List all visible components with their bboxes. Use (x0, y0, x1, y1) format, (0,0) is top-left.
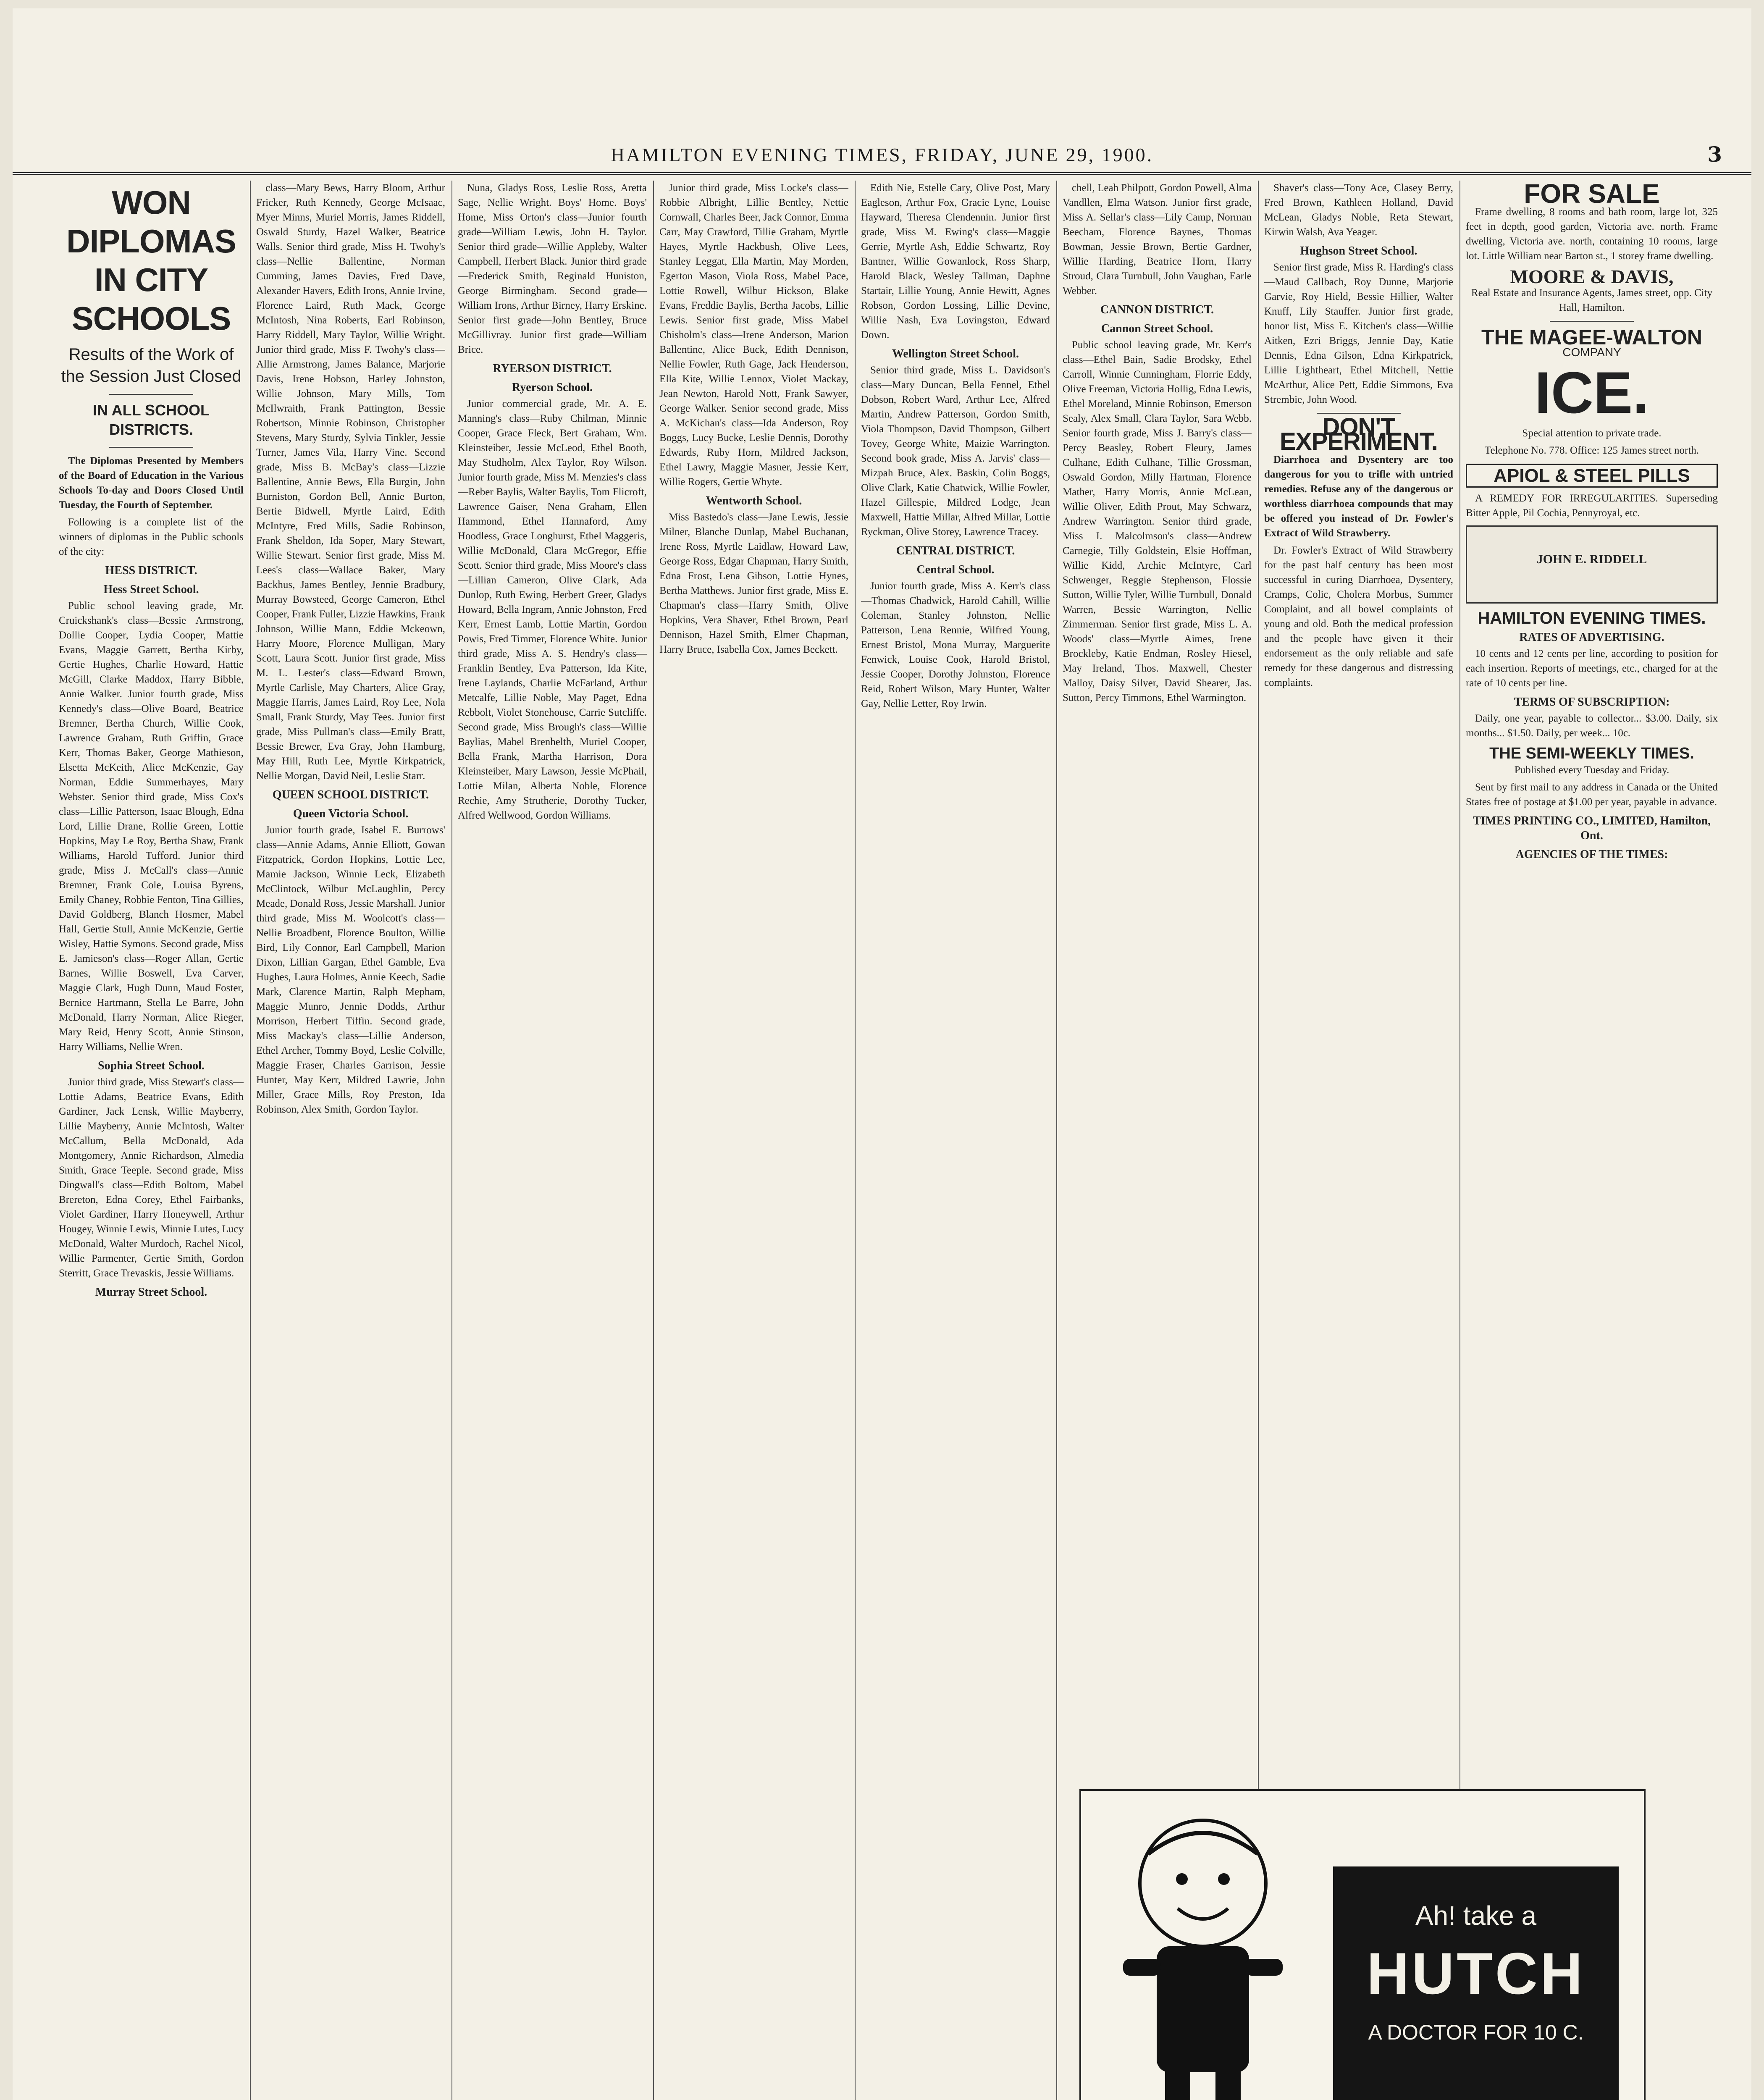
column-4 (659, 181, 848, 2100)
body-text: Edith Nie, Estelle Cary, Olive Post, Mary Eagleson, Arthur Fox, Gracie Lyne, Louise Hayward, Theresa Clendennin. Junior first grade, Miss M. Ewing's class—Maggie Gerrie, Myrtle Ash, Eddie Schwartz, Roy Bantner, Willie Gowanlock, Ross Sharp, Harold Black, Wesley Tallman, Daphne Startair, Lillie Young, Annie Hewitt, Agnes Robson, Gordon Lossing, Lillie Devine, Willie Nash, Eva Lovingston, Edward Down. (861, 182, 1050, 341)
hutch-line-2: HUTCH (1367, 1940, 1585, 2006)
forsale-body: Frame dwelling, 8 rooms and bath room, large lot, 325 feet in depth, good garden, Victoria ave. north. Frame dwelling, Victoria ave. north, containing 10 rooms, large lot. Little William near Barton st., 1 storey frame dwelling. (1466, 206, 1718, 262)
magee-company: COMPANY (1562, 346, 1621, 359)
agencies-heading: AGENCIES OF THE TIMES: (1515, 848, 1668, 861)
school-heading: Wellington Street School. (892, 347, 1019, 360)
forsale-headline: FOR SALE (1524, 181, 1660, 209)
page-number: 3 (1707, 142, 1722, 167)
semi-weekly-body: Sent by first mail to any address in Canada or the United States free of postage at $1.00 per year, payable in advance. (1466, 782, 1718, 808)
column-rule (1056, 181, 1057, 2100)
column-5 (861, 181, 1050, 2100)
semi-weekly-title: THE SEMI-WEEKLY TIMES. (1489, 745, 1694, 762)
column-rule (250, 181, 251, 2100)
school-heading: Sophia Street School. (98, 1059, 205, 1072)
moore-davis-title: MOORE & DAVIS, (1510, 266, 1674, 287)
school-heading: Central School. (916, 563, 995, 576)
boy-figure-icon (1098, 1808, 1308, 2100)
body-text: Miss Bastedo's class—Jane Lewis, Jessie Milner, Blanche Dunlap, Mabel Buchanan, Irene Ross, Myrtle Laidlaw, Howard Law, George Ross, Edgar Chapman, Harry Smith, Edna Frost, Lena Gibson, Lottie Hynes, Bertha Matthews. Junior first grade, Miss E. Chapman's class—Harry Smith, Olive Hopkins, Vera Shaver, Ethel Brown, Pearl Dennison, Hazel Smith, Elmer Chapman, Harry Bruce, Isabella Cox, James Beckett. (659, 512, 848, 655)
column-2 (256, 181, 445, 2100)
body-text: Junior third grade, Miss Locke's class—Robbie Albright, Lillie Bentley, Nettie Cornwall, Charles Beer, Jack Connor, Emma Carr, May Crawford, Tillie Graham, Myrtle Hayes, Myrtle Hackbush, Olive Lees, Stanley Leggat, Ella Martin, May Morden, Egerton Mason, Viola Ross, Mabel Pace, Lottie Rowell, Wilbur Hickson, Blake Evans, Freddie Baylis, Bertha Jacobs, Lillie Lewis. Senior first grade, Miss Mabel Chisholm's class—Irene Anderson, Marion Ballentine, Alice Buck, Edith Dennison, Nellie Fowler, Ruth Gage, Jack Henderson, Ella Kite, Willie Lennox, Violet Mackay, Jean Newton, Harold Nott, Frank Sawyer, George Walker. Senior second grade, Miss A. McKichan's class—Ida Anderson, Roy Boggs, Lucy Bucke, Leslie Dennis, Dorothy Edwards, Ruby Horn, Mildred Jackson, Ethel Lawry, Maggie Masner, Jessie Kerr, Willie Rogers, Gertie Whyte. (659, 182, 848, 488)
ice-phone: Telephone No. 778. Office: 125 James street north. (1484, 445, 1699, 456)
hutch-line-3: A DOCTOR FOR 10 C. (1368, 2021, 1584, 2044)
body-text: Senior third grade, Miss L. Davidson's class—Mary Duncan, Bella Fennel, Ethel Dobson, Robert Ward, Arthur Lee, Alfred Martin, Andrew Patterson, Gordon Smith, Viola Thompson, David Thompson, Gilbert Tovey, George White, Maizie Warrington. Second book grade, Miss A. Jarvis' class—Mizpah Bruce, Alex. Baskin, Colin Boggs, Olive Clark, Katie Chatwick, Willie Fowler, Hazel Gillespie, Mildred Lodge, Jean Maxwell, Hattie Millar, Alfred Millar, Lottie Ryckman, Olive Storey, Lawrence Tracey. (861, 365, 1050, 538)
ice-sub: Special attention to private trade. (1522, 428, 1662, 439)
section-heading: QUEEN SCHOOL DISTRICT. (272, 788, 429, 801)
section-heading: CENTRAL DISTRICT. (896, 544, 1015, 557)
het-title: HAMILTON EVENING TIMES. (1478, 609, 1706, 627)
body-text: Shaver's class—Tony Ace, Clasey Berry, Fred Brown, Kathleen Holland, David McLean, Gladys Noble, Reta Stewart, Kirwin Walsh, Ava Yeager. (1264, 182, 1453, 238)
body-text: Junior third grade, Miss Stewart's class—Lottie Adams, Beatrice Evans, Edith Gardiner, Jack Lensk, Willie Mayberry, Lillie Mayberry, Annie McIntosh, Walter McCallum, Bella McDonald, Ada Montgomery, Annie Richardson, Almedia Smith, Grace Teeple. Second grade, Miss Dingwall's class—Edith Boltom, Mabel Brereton, Edna Corey, Ethel Fairbanks, Violet Gardiner, Harry Honeywell, Arthur Hougey, Winnie Lewis, Minnie Lutes, Lucy McDonald, Walter Murdoch, Rachel Nicol, Willie Parmenter, Gertie Smith, Gordon Sterritt, Grace Trevaskis, Jessie Williams. (59, 1076, 244, 1279)
apiol-title: APIOL & STEEL PILLS (1466, 464, 1718, 488)
ice-title: ICE. (1534, 360, 1649, 425)
het-body: 10 cents and 12 cents per line, according to position for each insertion. Reports of meetings, etc., charged for at the rate of 10 cents per line. (1466, 648, 1718, 689)
school-heading: Ryerson School. (512, 381, 593, 394)
school-heading: Wentworth School. (706, 494, 802, 507)
hutch-line-1: Ah! take a (1415, 1900, 1537, 1931)
divider (109, 394, 193, 395)
body-text: Junior commercial grade, Mr. A. E. Manning's class—Ruby Chilman, Minnie Cooper, Grace Fleck, Bert Graham, Wm. Kleinsteiber, Jessie McLeod, Ethel Booth, May Studholm, Alex Taylor, Roy Wilson. Junior fourth grade, Miss M. Menzies's class—Reber Baylis, Walter Baylis, Tom Flicroft, Lawrence Gaiser, Nena Graham, Ellen Hammond, Ethel Hannaford, Amy Hoodless, Grace Longhurst, Ethel Maggeris, Willie McDonald, Clara McGregor, Effie Scott. Senior third grade, Miss Moore's class—Lillian Cameron, Olive Clark, Ada Dunlop, Ruth Ewing, Herbert Greer, Gladys Howard, Bella Ingram, Annie Johnston, Fred Kerr, Ernest Lamb, Lottie Martin, Gordon Powis, Fred Timmer, Florence White. Junior third grade, Miss A. S. Hendry's class—Franklin Bentley, Eva Patterson, Ida Kite, Irene Laylands, Charlie McFarland, Arthur Metcalfe, Lillie Noble, May Paget, Edna Rebbolt, Violet Stonehouse, Carrie Sutcliffe. Second grade, Miss Brough's class—Willie Baylias, Mabel Brenhelth, Muriel Cooper, Bella Frank, Martha Harrison, Dora Kleinsteiber, Mary Lawson, Jessie McPhail, Lottie Milan, Alberta Noble, Florence Rechie, Amy Strutherie, Dorothy Tucker, Alfred Wellwood, Gordon Williams. (458, 398, 647, 821)
printing-co: TIMES PRINTING CO., LIMITED, Hamilton, Ont. (1473, 814, 1711, 842)
body-text: chell, Leah Philpott, Gordon Powell, Alma Vandllen, Elma Watson. Junior first grade, Miss A. Sellar's class—Lily Camp, Norman Beecham, Florence Baynes, Thomas Bowman, Jessie Brown, Bertie Gardner, Willie Harding, Beatrice Horn, Harry Stroud, Clara Turnbull, John Vaughan, Earle Webber. (1063, 182, 1252, 297)
column-rule (653, 181, 654, 2100)
article-headline: WON DIPLOMAS IN CITY SCHOOLS (66, 184, 236, 337)
school-heading: Hess Street School. (103, 583, 199, 596)
column-7 (1264, 181, 1453, 1785)
terms-body: Daily, one year, payable to collector... $3.00. Daily, six months... $1.50. Daily, per week... 10c. (1466, 713, 1718, 739)
body-text: Public school leaving grade, Mr. Cruickshank's class—Bessie Armstrong, Dollie Cooper, Lydia Cooper, Mattie Evans, Maggie Garrett, Bertha Kirby, Gertie Hughes, Charlie Howard, Hattie McGill, Clarke Maddox, Harry Bibble, Annie Walker. Junior fourth grade, Miss Kennedy's class—Olive Board, Beatrice Bremner, Bertha Church, Willie Cook, Lawrence Graham, Ruth Griffin, Grace Kerr, Thomas Baker, George Mathieson, Elsetta McKeith, Alice McKenzie, Gay Norman, Eddie Summerhayes, Mary Webster. Senior third grade, Miss Cox's class—Lillie Patterson, Isaac Blough, Edna Lord, Lillie Drane, Rollie Green, Lottie Hopkins, May Le Roy, Bertha Shaw, Frank Williams, Harold Tufford. Junior third grade, Miss J. McCall's class—Annie Bremner, Frank Cole, Louisa Byrens, Emily Chaney, Robbie Fenton, Tina Gillies, David Goldberg, Blanch Hosmer, Mabel Hall, Gertie Stull, Annie McKenzie, Gertie Wisley, Hattie Symons. Second grade, Miss E. Jamieson's class—Roger Allan, Gertie Barnes, Willie Boswell, Eva Carver, Maggie Clark, Hugh Dunn, Maud Foster, Bernice Hartmann, Stella Le Barre, John McDonald, Harry Norman, Alice Rieger, Mary Reid, Henry Scott, Annie Stinson, Harry Williams, Nellie Wren. (59, 600, 244, 1053)
magee-walton-title: THE MAGEE-WALTON (1481, 326, 1702, 349)
body-text: Junior fourth grade, Miss A. Kerr's class—Thomas Chadwick, Harold Cahill, Willie Coleman, Stanley Johnston, Nellie Patterson, Lena Rennie, Wilfred Young, Ernest Bristol, Mona Murray, Marguerite Fenwick, Louise Cook, Harold Bristol, Jessie Cooper, Dorothy Johnston, Florence Reid, Robert Wilson, Mary Hunter, Walter Gay, Nellie Letter, Roy Irwin. (861, 580, 1050, 709)
article-intro: The Diplomas Presented by Members of the Board of Education in the Various Schools To-day and Doors Closed Until Tuesday, the Fourth of September. (59, 455, 244, 511)
shop-label: JOHN E. RIDDELL (1536, 552, 1647, 566)
school-heading: Cannon Street School. (1101, 322, 1213, 335)
hutch-banner (1333, 1866, 1619, 2100)
moore-davis-sub: Real Estate and Insurance Agents, James street, opp. City Hall, Hamilton. (1471, 287, 1713, 313)
divider (1550, 321, 1634, 322)
column-3 (458, 181, 647, 2100)
section-heading: CANNON DISTRICT. (1100, 303, 1214, 316)
ad-body: Dr. Fowler's Extract of Wild Strawberry for the past half century has been most successful in curing Diarrhoea, Dysentery, Cramps, Colic, Cholera Morbus, Summer Complaint, and all bowel complaints of young and old. Both the medical profession and the people have given it their endorsement as the only reliable and safe remedy for these dangerous and distressing complaints. (1264, 545, 1453, 688)
column-6 (1063, 181, 1252, 1785)
body-text: class—Mary Bews, Harry Bloom, Arthur Fricker, Ruth Kennedy, George McIsaac, Myer Minns, Muriel Morris, James Riddell, Oswald Sturdy, Hazel Walker, Beatrice Walls. Senior third grade, Miss H. Twohy's class—Nellie Ballentine, Norman Cumming, James Davies, Fred Dave, Alexander Havers, Edith Irons, Annie Irvine, Florence Laird, Ruth Mack, George McIntosh, Nina Roberts, Earl Robinson, Harry Riddell, Mary Taylor, Willie Wright. Junior third grade, Miss F. Twohy's class—Allie Armstrong, James Balance, Marjorie Davis, Irene Hobson, Harley Johnston, Willie Johnson, Mary Mills, Tom McIlwraith, Frank Pattington, Bessie Robertson, Minnie Robinson, Christopher Stevens, Mary Sturdy, Sylvia Tinkler, Jessie Turner, James Vila, Harry Vine. Second grade, Miss B. McBay's class—Lizzie Ballentine, Annie Bews, Ella Burgin, John Burniston, Gordon Bell, Annie Burton, Bertie Bidwell, Myrtle Laird, Edith McIntyre, Fred Mills, Sadie Robinson, Frank Sheldon, Ida Soper, Mary Stewart, Willie Stewart. Senior first grade, Miss M. Lees's class—Wallace Baker, Mary Backhus, James Bentley, Jennie Bradbury, Murray Bowsteed, George Cameron, Ethel Cooper, Frank Fuller, Lizzie Hawkins, Frank Johnson, Willie Mann, Eddie Mckeown, Harry Moore, Florence Mulligan, Mary Scott, Laura Scott. Junior first grade, Miss M. L. Lester's class—Edward Brown, Myrtle Carlisle, May Charters, Alice Gray, Maggie Harris, James Laird, Roy Lee, Nola Small, Frank Sturdy, May Tees. Junior first grade, Miss Pullman's class—Emily Bratt, Bessie Brewer, Eva Gray, John Hamburg, May Hill, Ruth Lee, Myrtle Kirkpatrick, Nellie Morgan, David Neil, Leslie Starr. (256, 182, 445, 782)
het-rates: RATES OF ADVERTISING. (1519, 631, 1664, 644)
terms-heading: TERMS OF SUBSCRIPTION: (1514, 696, 1670, 709)
article-deck: Results of the Work of the Session Just Closed (61, 345, 242, 386)
masthead (13, 134, 1751, 175)
shop-illustration (1466, 525, 1718, 604)
school-heading: Hughson Street School. (1300, 244, 1418, 257)
body-text: Junior fourth grade, Isabel E. Burrows' class—Annie Adams, Annie Elliott, Gowan Fitzpatrick, Gordon Hopkins, Lottie Lee, Mamie Jackson, Winnie Leck, Elizabeth McClintock, Wilbur McLaughlin, Percy Meade, Donald Ross, Jessie Marshall. Junior third grade, Miss M. Woolcott's class—Nellie Broadbent, Florence Boulton, Willie Bird, Lily Connor, Earl Campbell, Marion Dixon, Lillian Gargan, Ethel Gamble, Eva Hughes, Laura Holmes, Annie Keech, Sadie Mark, Clarence Martin, Ralph Mepham, Maggie Munro, Jennie Dodds, Arthur Morrison, Herbert Tiffin. Second grade, Miss Mackay's class—Lillie Anderson, Ethel Archer, Tommy Boyd, Leslie Colville, Maggie Fraser, Charles Garrison, Jessie Hunter, May Kerr, Mildred Lawrie, John Miller, Grace Mills, Roy Preston, Ida Robinson, Alex Smith, Gordon Taylor. (256, 824, 445, 1115)
ad-subhead: Diarrhoea and Dysentery are too dangerous for you to trifle with untried remedies. Refuse any of the dangerous or worthless diarrhoea compounds that may be offered you instead of Dr. Fowler's Extract of Wild Strawberry. (1264, 454, 1453, 539)
body-text: Public school leaving grade, Mr. Kerr's class—Ethel Bain, Sadie Brodsky, Ethel Carroll, Winnie Cunningham, Florrie Eddy, Olive Freeman, Victoria Hollig, Edna Lewis, Ethel Moreland, Minnie Robinson, Emerson Sealy, Alex Small, Clara Taylor, Sara Webb. Senior fourth grade, Miss J. Barry's class—Percy Beasley, Robert Fleury, James Culhane, Edith Culhane, Tillie Grossman, Oswald Gordon, Milly Hartman, Florence Mather, Harry Morris, Annie McLean, Willie Oliver, Edith Prout, May Schwarz, Andrew Warrington. Senior third grade, Miss I. Malcolmson's class—Andrew Carnegie, Tilly Goldstein, Elsie Hoffman, Willie Kidd, Archie McIntyre, Carl Schwenger, Reggie Stephenson, Flossie Sutton, Willie Tyler, Willie Turnbull, Donald Warren, Bessie Warrington, Nellie Zimmerman. Senior first grade, Miss L. A. Woods' class—Myrtle Aimes, Irene Brockleby, Katie Endman, Rosley Hiesel, May Ireland, Thos. Maxwell, Chester Malloy, Daisy Silver, David Shearer, Jas. Sutton, Percy Timmons, Ethel Warmington. (1063, 339, 1252, 704)
hutch-ad (1079, 1789, 1646, 2100)
page-title: HAMILTON EVENING TIMES, FRIDAY, JUNE 29, 1900. (610, 144, 1154, 165)
divider (109, 447, 193, 448)
newspaper-page (13, 8, 1751, 2100)
column-1 (59, 181, 244, 2100)
body-text: Nuna, Gladys Ross, Leslie Ross, Aretta Sage, Nellie Wright. Boys' Home. Boys' Home, Miss Orton's class—Junior fourth grade—William Lewis, John H. Taylor. Senior third grade—Willie Appleby, Walter Campbell, Herbert Black. Junior third grade—Frederick Smith, Reginald Huniston, George Birmingham. Second grade—William Irons, Arthur Birney, Harry Erskine. Senior first grade—John Bentley, Bruce McGillivray. Junior first grade—William Brice. (458, 182, 647, 355)
section-heading: RYERSON DISTRICT. (493, 362, 612, 375)
school-heading: Murray Street School. (95, 1286, 207, 1299)
semi-weekly-sub: Published every Tuesday and Friday. (1514, 764, 1670, 776)
school-heading: Queen Victoria School. (293, 807, 409, 820)
body-text: Senior first grade, Miss R. Harding's class—Maud Callbach, Roy Dunne, Marjorie Garvie, Roy Hield, Bessie Hillier, Walter Knuff, Lily Stauffer. Junior first grade, honor list, Miss E. Kitchen's class—Willie Aitken, Ezri Briggs, Jennie Day, Katie Dennis, Edna Gilson, Edna Kirkpatrick, Lillie Lightheart, Ethel Mitchell, Nettie McArthur, Alice Pett, Eddie Simmons, Eva Strembie, John Wood. (1264, 262, 1453, 405)
column-rule (855, 181, 856, 2100)
ad-headline: DON'T EXPERIMENT. (1280, 413, 1438, 455)
section-heading: HESS DISTRICT. (105, 564, 197, 577)
article-intro-2: Following is a complete list of the winners of diplomas in the Public schools of the city: (59, 517, 244, 557)
apiol-sub: A REMEDY FOR IRREGULARITIES. Superseding Bitter Apple, Pil Cochia, Pennyroyal, etc. (1466, 493, 1718, 519)
article-subdeck: IN ALL SCHOOL DISTRICTS. (93, 402, 210, 438)
